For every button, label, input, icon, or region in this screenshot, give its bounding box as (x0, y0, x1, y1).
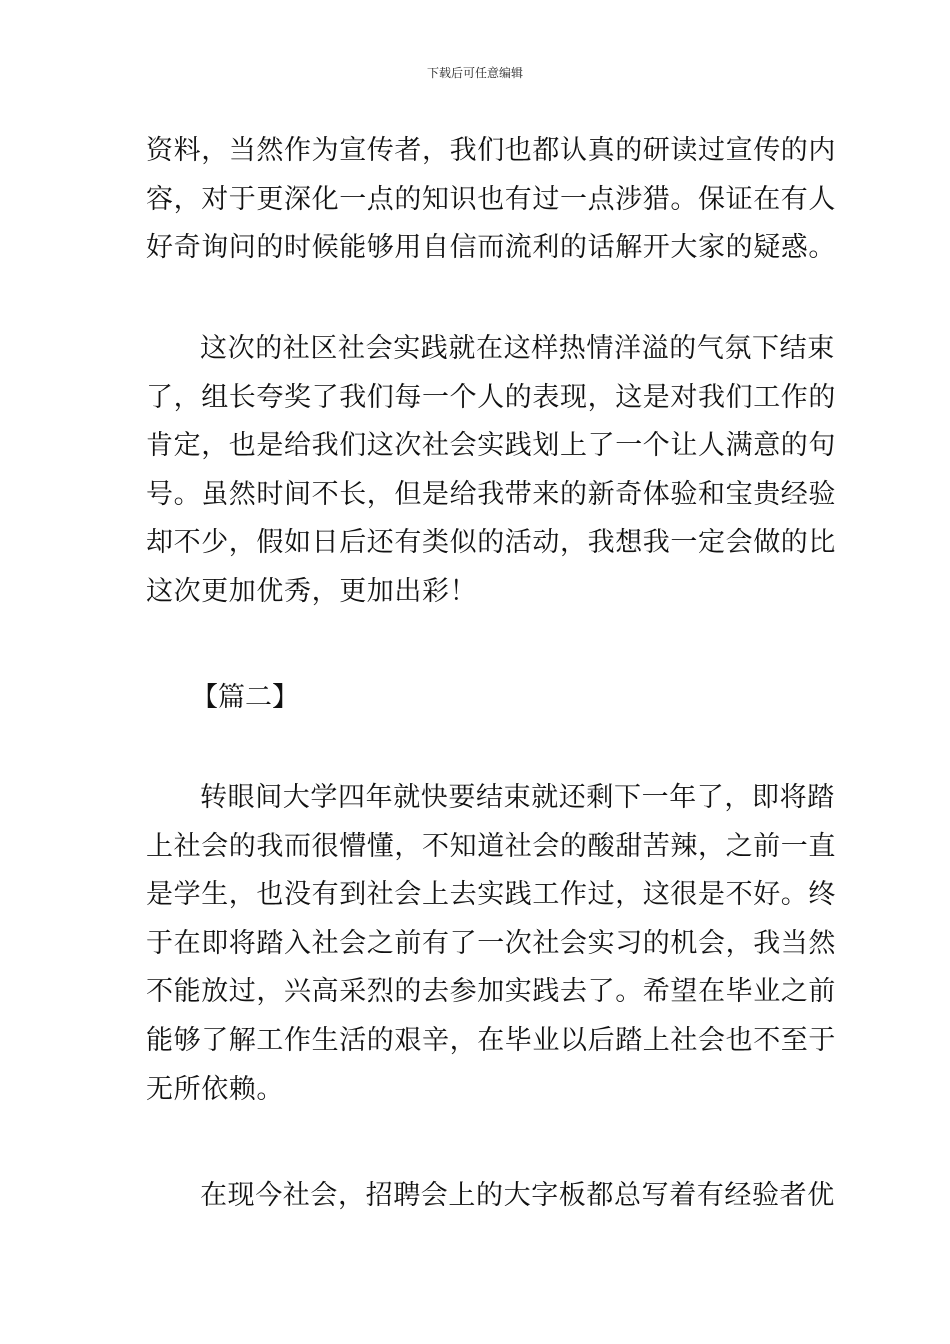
text-line: 了，组长夸奖了我们每一个人的表现，这是对我们工作的 (146, 381, 836, 413)
text-line: 却不少，假如日后还有类似的活动，我想我一定会做的比 (146, 527, 836, 559)
text-line: 好奇询问的时候能够用自信而流利的话解开大家的疑惑。 (146, 232, 836, 264)
section-heading: 【篇二】 (191, 682, 299, 713)
text-line: 在现今社会，招聘会上的大字板都总写着有经验者优 (200, 1180, 835, 1211)
text-line: 上社会的我而很懵懂，不知道社会的酸甜苦辣，之前一直 (146, 830, 836, 862)
text-line: 是学生，也没有到社会上去实践工作过，这很是不好。终 (146, 879, 836, 911)
text-line: 号。虽然时间不长，但是给我带来的新奇体验和宝贵经验 (146, 478, 836, 510)
text-line: 资料，当然作为宣传者，我们也都认真的研读过宣传的内 (146, 135, 836, 166)
text-line: 转眼间大学四年就快要结束就还剩下一年了，即将踏 (200, 782, 835, 813)
paragraph-4 (146, 1172, 835, 1221)
paragraph-2 (146, 325, 836, 617)
text-line: 无所依赖。 (146, 1073, 284, 1105)
text-line: 不能放过，兴高采烈的去参加实践去了。希望在毕业之前 (146, 976, 836, 1008)
paragraph-1 (146, 127, 836, 273)
text-line: 肯定，也是给我们这次社会实践划上了一个让人满意的句 (146, 430, 836, 462)
text-line: 能够了解工作生活的艰辛，在毕业以后踏上社会也不至于 (146, 1024, 836, 1056)
paragraph-3 (146, 774, 836, 1114)
text-line: 这次更加优秀，更加出彩！ (146, 575, 478, 607)
text-line: 这次的社区社会实践就在这样热情洋溢的气氛下结束 (200, 333, 835, 364)
page-header: 下载后可任意编辑 (426, 66, 523, 80)
text-line: 于在即将踏入社会之前有了一次社会实习的机会，我当然 (146, 927, 836, 959)
text-line: 容，对于更深化一点的知识也有过一点涉猎。保证在有人 (146, 183, 836, 215)
